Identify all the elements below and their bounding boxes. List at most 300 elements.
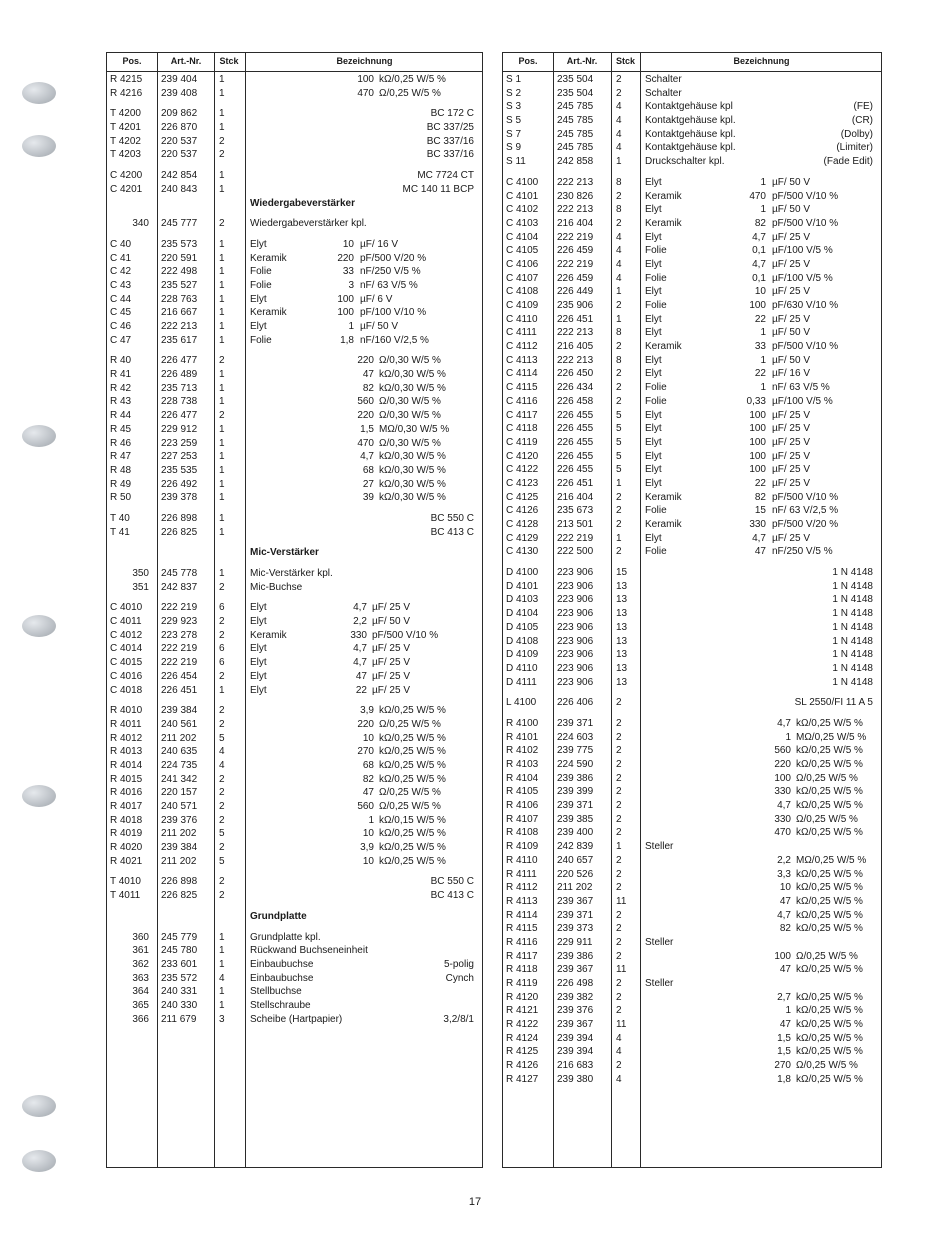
cell-description: Elyt (645, 409, 662, 421)
cell-art-nr: 223 906 (557, 594, 594, 606)
cell-value: 1 (785, 731, 791, 743)
cell-art-nr: 209 862 (161, 108, 198, 120)
punch-hole-mark (22, 82, 56, 104)
cell-pos: T 4201 (110, 122, 141, 134)
cell-pos: C 4118 (506, 423, 538, 435)
table-row (503, 73, 881, 87)
cell-value: 39 (362, 492, 374, 504)
table-row (107, 382, 482, 396)
cell-stck: 2 (616, 697, 622, 709)
table-row (503, 203, 881, 217)
cell-pos: R 4103 (506, 759, 539, 770)
cell-stck: 2 (616, 800, 622, 812)
cell-value: 47 (362, 369, 374, 381)
cell-unit: kΩ/0,25 W/5 % (796, 745, 863, 757)
cell-stck: 1 (219, 437, 225, 449)
cell-art-nr: 239 371 (557, 800, 594, 812)
cell-art-nr: 226 451 (557, 313, 594, 325)
cell-unit: kΩ/0,30 W/5 % (379, 451, 446, 463)
cell-unit: MΩ/0,30 W/5 % (379, 423, 450, 435)
cell-art-nr: 222 500 (557, 546, 594, 558)
cell-stck: 6 (219, 657, 225, 669)
cell-stck: 13 (616, 594, 628, 606)
cell-pos: R 4016 (110, 787, 143, 799)
table-row (107, 875, 482, 889)
cell-value: 470 (774, 827, 791, 839)
table-row (107, 759, 482, 773)
cell-pos: C 4125 (506, 491, 539, 503)
cell-stck: 2 (616, 745, 622, 757)
parts-table-left (106, 52, 483, 1168)
table-row (503, 580, 881, 594)
cell-value: 100 (749, 300, 766, 311)
cell-art-nr: 220 537 (161, 149, 198, 161)
cell-value: 560 (357, 801, 374, 812)
cell-pos: R 4107 (506, 813, 539, 825)
cell-art-nr: 235 504 (557, 74, 594, 85)
cell-stck: 2 (616, 300, 622, 311)
cell-art-nr: 222 219 (161, 657, 198, 669)
cell-value: 100 (749, 450, 766, 462)
cell-pos: R 4119 (506, 978, 538, 989)
cell-art-nr: 235 673 (557, 505, 594, 517)
cell-pos: C 4201 (110, 183, 143, 195)
cell-pos: R 4013 (110, 746, 143, 758)
cell-unit: MΩ/0,25 W/5 % (796, 731, 867, 743)
table-row (107, 238, 482, 252)
cell-pos: C 4126 (506, 505, 539, 517)
cell-description: Wiedergabeverstärker kpl. (250, 218, 367, 230)
cell-description: Elyt (250, 657, 267, 669)
cell-description: Folie (250, 334, 272, 346)
cell-value: 1 (348, 321, 354, 332)
cell-art-nr: 222 213 (557, 176, 594, 188)
cell-right-text: (Dolby) (840, 128, 873, 140)
cell-value: 560 (774, 745, 791, 757)
cell-pos: R 4113 (506, 895, 538, 907)
cell-description: Folie (645, 272, 667, 284)
cell-stck: 2 (616, 217, 622, 229)
cell-description: Rückwand Buchseneinheit (250, 945, 368, 957)
cell-pos: C 4011 (110, 616, 142, 628)
cell-value: 220 (337, 252, 354, 264)
cell-unit: µF/ 25 V (772, 436, 810, 448)
cell-value: 33 (754, 341, 766, 353)
cell-description: Elyt (645, 354, 662, 366)
cell-value: 330 (774, 786, 791, 798)
cell-unit: µF/ 50 V (772, 354, 810, 366)
cell-unit: µF/ 25 V (372, 602, 410, 614)
cell-stck: 1 (219, 526, 225, 538)
cell-art-nr: 239 394 (557, 1046, 594, 1058)
cell-pos: C 4129 (506, 532, 539, 544)
cell-pos: D 4111 (506, 676, 537, 688)
cell-art-nr: 242 839 (557, 841, 594, 853)
cell-stck: 13 (616, 662, 628, 674)
cell-value: 10 (362, 732, 374, 744)
cell-pos: T 41 (110, 526, 130, 538)
cell-unit: µF/ 25 V (772, 423, 810, 435)
cell-right-text: BC 550 C (430, 876, 474, 888)
cell-unit: kΩ/0,25 W/5 % (796, 964, 863, 976)
cell-stck: 2 (616, 813, 622, 825)
cell-art-nr: 235 504 (557, 87, 594, 99)
cell-stck: 2 (616, 505, 622, 517)
cell-description: Scheibe (Hartpapier) (250, 1013, 343, 1025)
cell-pos: R 4020 (110, 842, 143, 854)
cell-art-nr: 229 923 (161, 616, 198, 628)
cell-unit: µF/ 50 V (372, 616, 410, 628)
table-row (503, 545, 881, 559)
table-row (107, 217, 482, 231)
cell-value: 0,1 (752, 272, 766, 284)
cell-art-nr: 245 777 (161, 218, 198, 230)
cell-stck: 15 (616, 567, 628, 579)
cell-stck: 1 (616, 156, 622, 168)
cell-pos: S 9 (506, 142, 522, 154)
cell-art-nr: 240 635 (161, 746, 198, 758)
table-row (503, 463, 881, 477)
cell-pos: C 4130 (506, 546, 539, 558)
cell-value: 68 (362, 464, 374, 476)
cell-stck: 2 (219, 629, 225, 641)
cell-unit: MΩ/0,25 W/5 % (796, 854, 867, 866)
cell-art-nr: 235 527 (161, 279, 198, 291)
parts-table-right (502, 52, 882, 1168)
table-row (107, 773, 482, 787)
cell-pos: D 4103 (506, 594, 539, 606)
cell-stck: 1 (219, 74, 225, 85)
table-row (503, 731, 881, 745)
cell-art-nr: 216 404 (557, 491, 594, 503)
cell-pos: S 5 (506, 115, 522, 127)
table-row (107, 395, 482, 409)
cell-art-nr: 226 450 (557, 368, 594, 380)
cell-value: 22 (754, 477, 766, 489)
table-row (107, 334, 482, 348)
cell-pos: C 4108 (506, 286, 539, 298)
row-spacer (107, 505, 482, 512)
cell-value: 47 (779, 964, 791, 976)
cell-stck: 2 (219, 890, 225, 902)
cell-unit: kΩ/0,25 W/5 % (379, 773, 446, 785)
cell-value: 220 (357, 410, 374, 422)
cell-value: 1 (760, 354, 766, 366)
cell-stck: 2 (616, 87, 622, 99)
cell-art-nr: 213 501 (557, 519, 594, 530)
cell-stck: 2 (219, 842, 225, 854)
cell-unit: kΩ/0,25 W/5 % (379, 759, 446, 771)
cell-pos: R 4101 (506, 731, 539, 743)
cell-art-nr: 226 434 (557, 382, 594, 394)
page-number: 17 (468, 1196, 482, 1208)
table-row (107, 800, 482, 814)
cell-pos: S 3 (506, 101, 522, 113)
cell-pos: R 4012 (110, 732, 143, 744)
cell-unit: pF/500 V/10 % (772, 491, 839, 503)
table-row (107, 999, 482, 1013)
cell-description: Keramik (645, 217, 682, 229)
table-row (503, 881, 881, 895)
table-row (107, 567, 482, 581)
cell-stck: 8 (616, 327, 622, 339)
cell-unit: µF/ 25 V (372, 684, 410, 696)
cell-art-nr: 222 219 (557, 258, 594, 270)
cell-unit: pF/500 V/10 % (772, 217, 839, 229)
cell-stck: 3 (219, 1013, 225, 1025)
table-row (503, 1018, 881, 1032)
cell-art-nr: 216 683 (557, 1060, 594, 1072)
cell-art-nr: 239 399 (557, 786, 594, 798)
table-row (503, 1059, 881, 1073)
cell-art-nr: 216 667 (161, 307, 198, 319)
cell-unit: kΩ/0,25 W/5 % (379, 828, 446, 840)
header-stck: Stck (219, 56, 239, 66)
cell-pos: R 45 (110, 423, 132, 435)
cell-art-nr: 239 775 (557, 745, 594, 757)
cell-pos: C 45 (110, 307, 132, 319)
table-row (503, 422, 881, 436)
cell-value: 270 (357, 746, 374, 758)
cell-art-nr: 240 561 (161, 718, 198, 730)
table-row (503, 340, 881, 354)
cell-stck: 5 (616, 450, 622, 462)
cell-stck: 1 (219, 122, 225, 134)
table-row (503, 532, 881, 546)
cell-pos: D 4110 (506, 662, 538, 674)
cell-pos: R 49 (110, 478, 132, 490)
cell-pos: T 4011 (110, 890, 141, 902)
cell-art-nr: 220 157 (161, 787, 198, 799)
table-row (503, 648, 881, 662)
table-row (503, 758, 881, 772)
cell-unit: kΩ/0,25 W/5 % (796, 1046, 863, 1058)
cell-right-text: (CR) (851, 115, 873, 127)
table-row (107, 293, 482, 307)
cell-stck: 2 (219, 149, 225, 161)
punch-hole-mark (22, 615, 56, 637)
cell-art-nr: 240 571 (161, 801, 198, 812)
cell-right-text: BC 337/16 (426, 149, 474, 161)
cell-art-nr: 226 451 (161, 684, 198, 696)
cell-stck: 1 (219, 512, 225, 524)
table-row (503, 258, 881, 272)
table-body (503, 73, 881, 1087)
cell-stck: 11 (616, 895, 627, 907)
cell-unit: kΩ/0,25 W/5 % (796, 923, 863, 935)
cell-art-nr: 242 854 (161, 170, 198, 182)
cell-unit: pF/500 V/10 % (372, 629, 439, 641)
cell-value: 100 (749, 464, 766, 476)
cell-pos: 362 (132, 958, 149, 970)
table-row (107, 629, 482, 643)
cell-description: Folie (645, 546, 667, 558)
cell-value: 1 (760, 204, 766, 216)
cell-value: 0,33 (746, 395, 766, 407)
cell-stck: 2 (219, 135, 225, 147)
cell-value: 0,1 (752, 245, 766, 257)
cell-art-nr: 226 498 (557, 978, 594, 989)
cell-description: Elyt (250, 643, 267, 655)
table-row (503, 100, 881, 114)
table-row (107, 73, 482, 87)
cell-art-nr: 224 735 (161, 759, 198, 771)
table-row (107, 423, 482, 437)
cell-value: 4,7 (353, 602, 367, 614)
cell-stck: 4 (616, 258, 622, 270)
cell-stck: 4 (616, 272, 622, 284)
cell-pos: R 4109 (506, 841, 539, 853)
cell-description: Kontaktgehäuse kpl. (645, 128, 736, 140)
cell-description: Stellschraube (250, 999, 311, 1011)
cell-stck: 2 (616, 991, 622, 1003)
cell-stck: 5 (219, 732, 225, 744)
cell-art-nr: 211 202 (161, 828, 197, 840)
cell-unit: kΩ/0,30 W/5 % (379, 478, 446, 490)
cell-art-nr: 235 572 (161, 972, 198, 984)
cell-value: 220 (357, 718, 374, 730)
cell-stck: 2 (616, 882, 622, 894)
cell-pos: R 4114 (506, 909, 538, 921)
cell-unit: Ω/0,25 W/5 % (379, 87, 441, 99)
table-row (503, 593, 881, 607)
table-row (107, 354, 482, 368)
header-pos: Pos. (518, 56, 538, 66)
cell-description: Keramik (645, 491, 682, 503)
cell-stck: 13 (616, 621, 628, 633)
table-row (503, 621, 881, 635)
cell-description: Druckschalter kpl. (645, 156, 725, 168)
cell-right-text: BC 413 C (430, 526, 474, 538)
table-row (107, 656, 482, 670)
cell-art-nr: 226 492 (161, 478, 198, 490)
cell-value: 3,3 (777, 868, 791, 880)
cell-stck: 8 (616, 204, 622, 216)
table-row (503, 991, 881, 1005)
section-heading: Grundplatte (250, 910, 307, 922)
cell-value: 1,8 (777, 1073, 791, 1085)
cell-art-nr: 222 213 (161, 321, 198, 332)
cell-unit: kΩ/0,25 W/5 % (796, 895, 863, 907)
cell-pos: R 42 (110, 382, 132, 394)
cell-stck: 2 (219, 787, 225, 799)
cell-description: Elyt (645, 477, 662, 489)
cell-pos: R 4104 (506, 772, 539, 784)
table-row (107, 972, 482, 986)
cell-art-nr: 226 825 (161, 526, 198, 538)
table-row (107, 944, 482, 958)
cell-value: 100 (357, 74, 374, 85)
cell-value: 47 (355, 670, 367, 682)
cell-right-text: 1 N 4148 (832, 676, 873, 688)
cell-art-nr: 211 202 (557, 882, 593, 894)
cell-description: Folie (645, 505, 667, 517)
cell-description: Folie (645, 395, 667, 407)
table-row (503, 409, 881, 423)
cell-art-nr: 239 382 (557, 991, 594, 1003)
cell-art-nr: 245 780 (161, 945, 198, 957)
table-row (107, 601, 482, 615)
table-row (503, 395, 881, 409)
table-row (107, 279, 482, 293)
cell-value: 3,9 (360, 705, 374, 717)
row-spacer (503, 559, 881, 566)
cell-value: 47 (779, 895, 791, 907)
cell-art-nr: 239 371 (557, 909, 594, 921)
row-spacer (107, 924, 482, 931)
cell-pos: T 4202 (110, 135, 141, 147)
cell-unit: kΩ/0,25 W/5 % (796, 1032, 863, 1044)
cell-pos: 365 (132, 999, 149, 1011)
table-row (107, 855, 482, 869)
cell-right-text: BC 413 C (430, 890, 474, 902)
cell-pos: T 4010 (110, 876, 141, 888)
cell-pos: C 4122 (506, 464, 539, 476)
cell-value: 4,7 (752, 231, 766, 243)
cell-value: 82 (754, 491, 766, 503)
cell-art-nr: 239 376 (161, 814, 198, 826)
table-row (503, 963, 881, 977)
table-header (107, 53, 482, 72)
cell-pos: R 4215 (110, 74, 143, 85)
cell-pos: C 41 (110, 252, 132, 264)
cell-pos: D 4101 (506, 580, 539, 592)
cell-pos: R 44 (110, 410, 132, 422)
cell-pos: C 4115 (506, 382, 538, 394)
cell-stck: 4 (219, 759, 225, 771)
cell-description: Mic-Verstärker kpl. (250, 568, 333, 579)
cell-stck: 6 (219, 643, 225, 655)
cell-pos: C 43 (110, 279, 132, 291)
cell-unit: kΩ/0,25 W/5 % (379, 74, 446, 85)
table-row (503, 607, 881, 621)
table-row (107, 985, 482, 999)
cell-art-nr: 239 384 (161, 705, 198, 717)
cell-pos: R 4121 (506, 1005, 539, 1017)
cell-unit: µF/ 25 V (772, 532, 810, 544)
cell-stck: 4 (616, 142, 622, 154)
cell-unit: kΩ/0,25 W/5 % (379, 746, 446, 758)
cell-art-nr: 235 617 (161, 334, 198, 346)
cell-art-nr: 223 906 (557, 635, 594, 647)
cell-description: Elyt (645, 204, 662, 216)
cell-art-nr: 239 394 (557, 1032, 594, 1044)
cell-description: Folie (645, 245, 667, 257)
table-row (503, 313, 881, 327)
table-header (503, 53, 881, 72)
cell-description: Mic-Buchse (250, 581, 303, 593)
cell-stck: 1 (616, 841, 622, 853)
cell-description: Grundplatte kpl. (250, 931, 321, 943)
row-spacer (107, 100, 482, 107)
cell-pos: R 43 (110, 396, 132, 408)
cell-pos: C 4102 (506, 204, 539, 216)
cell-stck: 1 (616, 313, 622, 325)
cell-pos: C 4010 (110, 602, 143, 614)
table-row (503, 1032, 881, 1046)
cell-unit: kΩ/0,30 W/5 % (379, 382, 446, 394)
cell-value: 22 (754, 368, 766, 380)
cell-stck: 1 (219, 307, 225, 319)
cell-stck: 1 (219, 945, 225, 957)
cell-value: 10 (342, 238, 354, 250)
cell-art-nr: 226 449 (557, 286, 594, 298)
cell-art-nr: 223 906 (557, 580, 594, 592)
cell-pos: R 4102 (506, 745, 539, 757)
cell-pos: C 4107 (506, 272, 539, 284)
cell-stck: 2 (219, 355, 225, 367)
cell-stck: 2 (616, 978, 622, 989)
